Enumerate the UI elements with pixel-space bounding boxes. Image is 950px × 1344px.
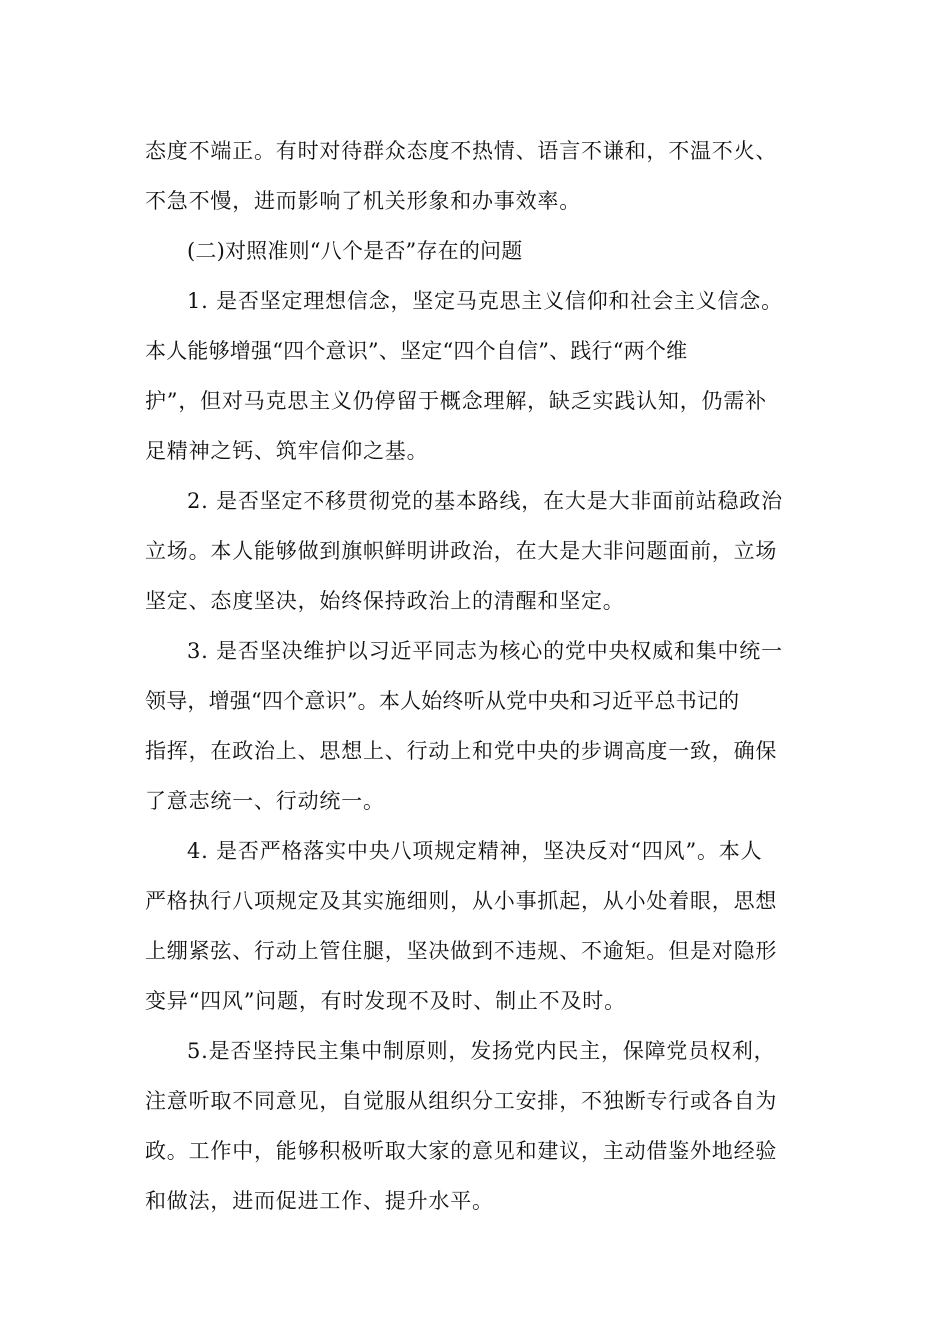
text-line: 本人能够增强“四个意识”、坚定“四个自信”、践行“两个维 bbox=[145, 339, 688, 363]
text-line: 坚定、态度坚决，始终保持政治上的清醒和坚定。 bbox=[145, 589, 625, 613]
text-line: 4. 是否严格落实中央八项规定精神，坚决反对“四风”。本人 bbox=[187, 839, 763, 863]
section-heading: (二)对照准则“八个是否”存在的问题 bbox=[187, 239, 523, 263]
text-line: 和做法，进而促进工作、提升水平。 bbox=[145, 1189, 494, 1213]
text-line: 2. 是否坚定不移贯彻党的基本路线，在大是大非面前站稳政治 bbox=[187, 489, 783, 513]
text-line: 注意听取不同意见，自觉服从组织分工安排，不独断专行或各自为 bbox=[145, 1089, 778, 1113]
text-line: 5.是否坚持民主集中制原则，发扬党内民主，保障党员权利， bbox=[187, 1039, 776, 1063]
text-line: 3. 是否坚决维护以习近平同志为核心的党中央权威和集中统一 bbox=[187, 639, 783, 663]
text-line: 变异“四风”问题，有时发现不及时、制止不及时。 bbox=[145, 989, 626, 1013]
text-line: 不急不慢，进而影响了机关形象和办事效率。 bbox=[145, 189, 581, 213]
text-line: 足精神之钙、筑牢信仰之基。 bbox=[145, 439, 429, 463]
text-line: 上绷紧弦、行动上管住腿，坚决做到不违规、不逾矩。但是对隐形 bbox=[145, 939, 778, 963]
text-line: 护”，但对马克思主义仍停留于概念理解，缺乏实践认知，仍需补 bbox=[145, 389, 767, 413]
text-line: 领导，增强“四个意识”。本人始终听从党中央和习近平总书记的 bbox=[145, 689, 740, 713]
text-line: 政。工作中，能够积极听取大家的意见和建议，主动借鉴外地经验 bbox=[145, 1139, 778, 1163]
text-line: 指挥，在政治上、思想上、行动上和党中央的步调高度一致，确保 bbox=[145, 739, 778, 763]
text-line: 1. 是否坚定理想信念，坚定马克思主义信仰和社会主义信念。 bbox=[187, 289, 783, 313]
text-line: 立场。本人能够做到旗帜鲜明讲政治，在大是大非问题面前，立场 bbox=[145, 539, 778, 563]
text-line: 了意志统一、行动统一。 bbox=[145, 789, 385, 813]
text-line: 态度不端正。有时对待群众态度不热情、语言不谦和，不温不火、 bbox=[145, 139, 778, 163]
text-line: 严格执行八项规定及其实施细则，从小事抓起，从小处着眼，思想 bbox=[145, 889, 778, 913]
